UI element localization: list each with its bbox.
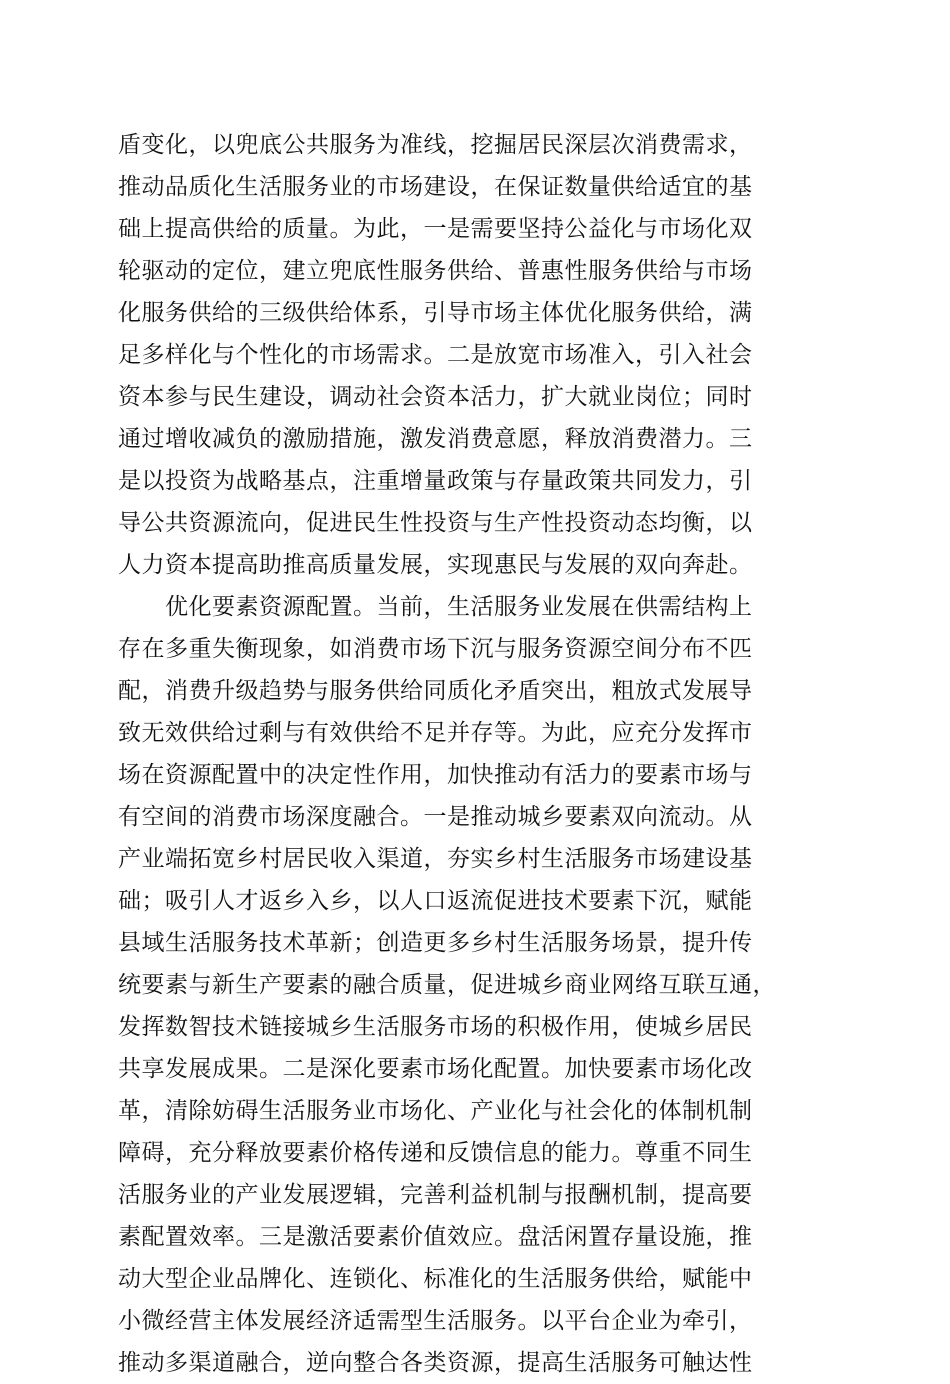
text-line: 推动多渠道融合，逆向整合各类资源，提高生活服务可触达性 [118, 1350, 753, 1376]
text-line: 场在资源配置中的决定性作用，加快推动有活力的要素市场与 [118, 762, 753, 788]
text-line: 优化要素资源配置。当前，生活服务业发展在供需结构上 [118, 594, 753, 620]
text-line: 化服务供给的三级供给体系，引导市场主体优化服务供给，满 [118, 300, 753, 326]
text-line: 通过增收减负的激励措施，激发消费意愿，释放消费潜力。三 [118, 426, 753, 452]
text-line: 障碍，充分释放要素价格传递和反馈信息的能力。尊重不同生 [118, 1140, 753, 1166]
text-line: 推动品质化生活服务业的市场建设，在保证数量供给适宜的基 [118, 174, 753, 200]
text-line: 小微经营主体发展经济适需型生活服务。以平台企业为牵引， [118, 1308, 753, 1334]
text-line: 统要素与新生产要素的融合质量，促进城乡商业网络互联互通， [118, 972, 776, 998]
text-line: 础上提高供给的质量。为此，一是需要坚持公益化与市场化双 [118, 216, 753, 242]
text-line: 盾变化，以兜底公共服务为准线，挖掘居民深层次消费需求， [118, 132, 753, 158]
text-line: 是以投资为战略基点，注重增量政策与存量政策共同发力，引 [118, 468, 753, 494]
text-line: 足多样化与个性化的市场需求。二是放宽市场准入，引入社会 [118, 342, 753, 368]
text-line: 础；吸引人才返乡入乡，以人口返流促进技术要素下沉，赋能 [118, 888, 753, 914]
text-line: 素配置效率。三是激活要素价值效应。盘活闲置存量设施，推 [118, 1224, 753, 1250]
text-line: 革，清除妨碍生活服务业市场化、产业化与社会化的体制机制 [118, 1098, 753, 1124]
text-line: 发挥数智技术链接城乡生活服务市场的积极作用，使城乡居民 [118, 1014, 753, 1040]
text-line: 配，消费升级趋势与服务供给同质化矛盾突出，粗放式发展导 [118, 678, 753, 704]
text-line: 轮驱动的定位，建立兜底性服务供给、普惠性服务供给与市场 [118, 258, 753, 284]
text-line: 共享发展成果。二是深化要素市场化配置。加快要素市场化改 [118, 1056, 753, 1082]
text-line: 致无效供给过剩与有效供给不足并存等。为此，应充分发挥市 [118, 720, 753, 746]
text-line: 导公共资源流向，促进民生性投资与生产性投资动态均衡，以 [118, 510, 753, 536]
text-line: 产业端拓宽乡村居民收入渠道，夯实乡村生活服务市场建设基 [118, 846, 753, 872]
text-line: 县域生活服务技术革新；创造更多乡村生活服务场景，提升传 [118, 930, 753, 956]
text-line: 动大型企业品牌化、连锁化、标准化的生活服务供给，赋能中 [118, 1266, 753, 1292]
text-line: 活服务业的产业发展逻辑，完善利益机制与报酬机制，提高要 [118, 1182, 753, 1208]
text-line: 有空间的消费市场深度融合。一是推动城乡要素双向流动。从 [118, 804, 753, 830]
text-line: 存在多重失衡现象，如消费市场下沉与服务资源空间分布不匹 [118, 636, 753, 662]
body-text [118, 124, 838, 1384]
text-line: 人力资本提高助推高质量发展，实现惠民与发展的双向奔赴。 [118, 552, 753, 578]
text-line: 资本参与民生建设，调动社会资本活力，扩大就业岗位；同时 [118, 384, 753, 410]
